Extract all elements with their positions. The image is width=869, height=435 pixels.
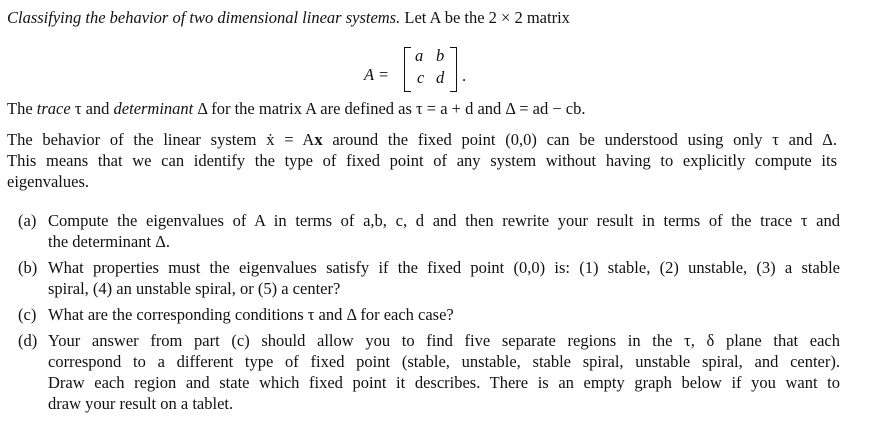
question-item-b [18,257,840,299]
heading-intro: Let A be the 2 × 2 matrix [400,8,570,27]
item-line: What are the corresponding conditions τ and Δ for each case? [48,305,454,324]
matrix-cell-b: b [436,46,445,65]
matrix-period: . [462,66,467,85]
matrix-cell-d: d [436,68,445,87]
determinant-term: determinant [113,99,194,118]
text-span: Δ for the matrix A are defined as τ = a + d and Δ = ad − cb. [193,99,586,118]
question-item-c [18,304,840,325]
text-span: The behavior of the linear system ẋ = A [7,130,315,149]
item-line: the determinant Δ. [48,232,170,251]
item-label: (c) [18,305,37,324]
question-item-d [18,330,840,414]
item-line: correspond to a different type of fixed point (stable, unstable, stable spiral, unstable spiral, and center). [48,352,840,371]
paragraph-line [7,129,837,150]
heading-title: Classifying the behavior of two dimensional linear systems. [7,8,401,27]
item-line: Compute the eigenvalues of A in terms of a,b, c, d and then rewrite your result in terms of the trace τ and [48,211,840,230]
question-list [18,210,840,419]
paragraph-line: This means that we can identify the type of fixed point of any system without having to explicitly compute its [7,151,837,170]
heading-line [7,7,570,28]
matrix-cell-a: a [415,46,424,65]
bold-vector-x: x [314,130,323,149]
paragraph-line: eigenvalues. [7,172,90,191]
matrix-lhs: A = [364,65,390,84]
item-line: What properties must the eigenvalues satisfy if the fixed point (0,0) is: (1) stable, (2) unstable, (3) a stable [48,258,840,277]
item-line: draw your result on a tablet. [48,394,234,413]
left-bracket [404,47,411,92]
behavior-paragraph [7,129,837,192]
question-item-a [18,210,840,252]
right-bracket [450,47,457,92]
item-line: spiral, (4) an unstable spiral, or (5) a center? [48,279,341,298]
item-label: (d) [18,331,38,350]
item-line: Draw each region and state which fixed point it describes. There is an empty graph below if you want to [48,373,840,392]
text-span: The [7,99,37,118]
matrix-cell-c: c [417,68,425,87]
item-label: (b) [18,258,38,277]
matrix-definition [0,43,869,99]
trace-term: trace [36,99,71,118]
text-span: around the fixed point (0,0) can be understood using only τ and Δ. [322,130,837,149]
trace-determinant-definition [7,98,586,119]
item-line: Your answer from part (c) should allow you to find five separate regions in the τ, δ plane that each [48,331,840,350]
item-label: (a) [18,211,37,230]
text-span: τ and [70,99,114,118]
